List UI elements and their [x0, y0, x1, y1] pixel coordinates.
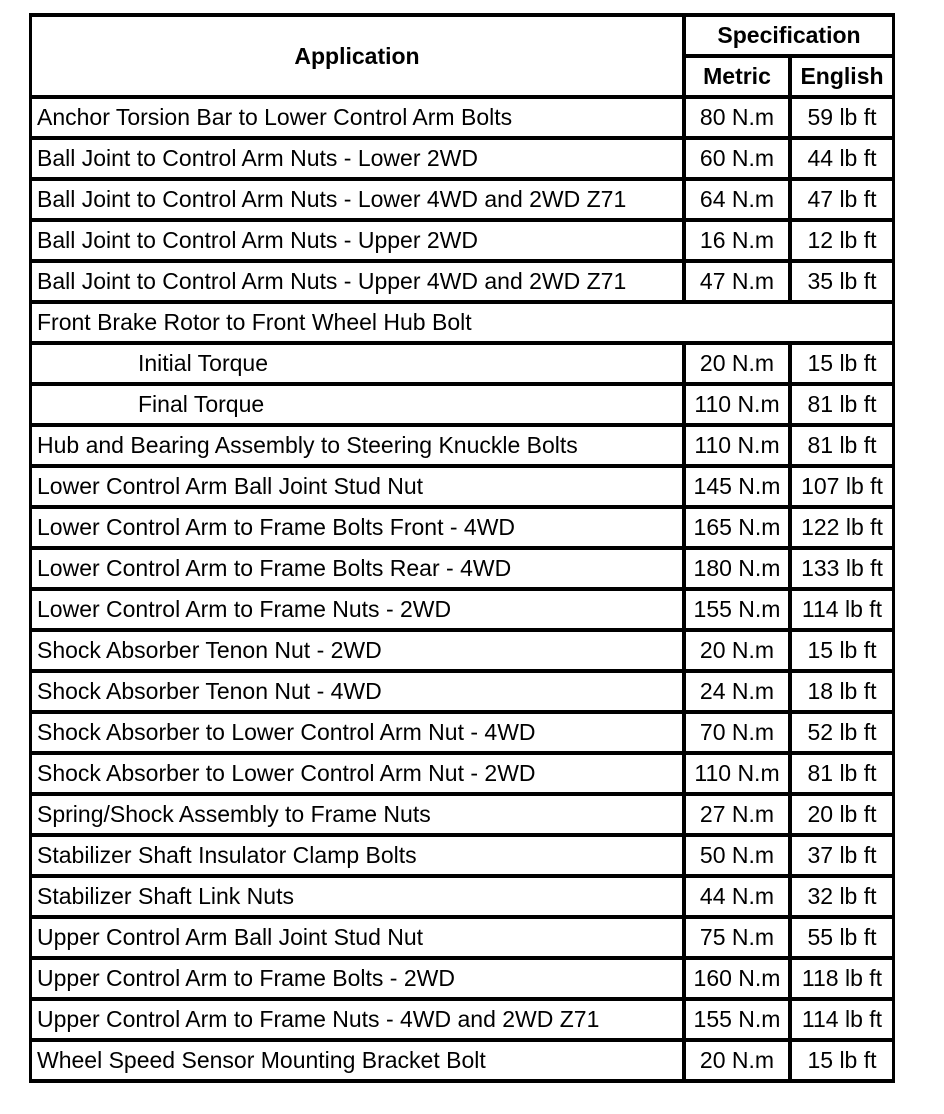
metric-cell: 70 N.m [684, 714, 790, 751]
english-cell: 118 lb ft [790, 960, 895, 997]
metric-cell: 110 N.m [684, 755, 790, 792]
torque-spec-table [29, 13, 895, 1083]
header-application: Application [29, 17, 684, 95]
header-english: English [790, 58, 895, 95]
application-cell: Shock Absorber to Lower Control Arm Nut - 2WD [29, 755, 684, 792]
metric-cell: 50 N.m [684, 837, 790, 874]
english-cell: 114 lb ft [790, 1001, 895, 1038]
table-row [29, 714, 895, 751]
english-cell: 44 lb ft [790, 140, 895, 177]
metric-cell: 16 N.m [684, 222, 790, 259]
application-cell: Wheel Speed Sensor Mounting Bracket Bolt [29, 1042, 684, 1079]
english-cell: 37 lb ft [790, 837, 895, 874]
metric-cell: 160 N.m [684, 960, 790, 997]
metric-cell: 60 N.m [684, 140, 790, 177]
table-row [29, 632, 895, 669]
application-cell: Stabilizer Shaft Insulator Clamp Bolts [29, 837, 684, 874]
header-specification: Specification [684, 17, 895, 54]
table-row [29, 673, 895, 710]
table-row [29, 796, 895, 833]
metric-cell: 64 N.m [684, 181, 790, 218]
application-cell: Lower Control Arm to Frame Nuts - 2WD [29, 591, 684, 628]
metric-cell: 165 N.m [684, 509, 790, 546]
table-row [29, 181, 895, 218]
application-cell: Shock Absorber Tenon Nut - 2WD [29, 632, 684, 669]
application-cell: Ball Joint to Control Arm Nuts - Upper 4WD and 2WD Z71 [29, 263, 684, 300]
english-cell: 133 lb ft [790, 550, 895, 587]
table-row [29, 222, 895, 259]
table-row [29, 1042, 895, 1079]
metric-cell: 47 N.m [684, 263, 790, 300]
table-row [29, 509, 895, 546]
table-row [29, 837, 895, 874]
table-row-group-heading [29, 304, 895, 341]
application-cell: Ball Joint to Control Arm Nuts - Lower 2WD [29, 140, 684, 177]
application-cell: Initial Torque [29, 345, 684, 382]
application-cell: Lower Control Arm to Frame Bolts Front - 4WD [29, 509, 684, 546]
application-cell: Stabilizer Shaft Link Nuts [29, 878, 684, 915]
metric-cell: 75 N.m [684, 919, 790, 956]
table-row [29, 386, 895, 423]
english-cell: 81 lb ft [790, 755, 895, 792]
application-cell: Upper Control Arm Ball Joint Stud Nut [29, 919, 684, 956]
table-row [29, 591, 895, 628]
metric-cell: 145 N.m [684, 468, 790, 505]
application-cell: Lower Control Arm to Frame Bolts Rear - 4WD [29, 550, 684, 587]
english-cell: 81 lb ft [790, 386, 895, 423]
table-row [29, 99, 895, 136]
metric-cell: 180 N.m [684, 550, 790, 587]
table-row [29, 1001, 895, 1038]
english-cell: 114 lb ft [790, 591, 895, 628]
metric-cell: 20 N.m [684, 1042, 790, 1079]
application-cell: Shock Absorber to Lower Control Arm Nut - 4WD [29, 714, 684, 751]
application-cell: Upper Control Arm to Frame Nuts - 4WD and 2WD Z71 [29, 1001, 684, 1038]
application-group-cell: Front Brake Rotor to Front Wheel Hub Bolt [29, 304, 895, 341]
table-row [29, 140, 895, 177]
application-cell: Ball Joint to Control Arm Nuts - Lower 4WD and 2WD Z71 [29, 181, 684, 218]
table-row [29, 550, 895, 587]
metric-cell: 110 N.m [684, 427, 790, 464]
metric-cell: 27 N.m [684, 796, 790, 833]
metric-cell: 44 N.m [684, 878, 790, 915]
english-cell: 47 lb ft [790, 181, 895, 218]
english-cell: 35 lb ft [790, 263, 895, 300]
english-cell: 59 lb ft [790, 99, 895, 136]
metric-cell: 155 N.m [684, 591, 790, 628]
english-cell: 12 lb ft [790, 222, 895, 259]
application-cell: Upper Control Arm to Frame Bolts - 2WD [29, 960, 684, 997]
english-cell: 20 lb ft [790, 796, 895, 833]
table-row [29, 468, 895, 505]
english-cell: 15 lb ft [790, 632, 895, 669]
english-cell: 18 lb ft [790, 673, 895, 710]
metric-cell: 24 N.m [684, 673, 790, 710]
english-cell: 122 lb ft [790, 509, 895, 546]
table-row [29, 919, 895, 956]
header-metric: Metric [684, 58, 790, 95]
english-cell: 107 lb ft [790, 468, 895, 505]
application-cell: Anchor Torsion Bar to Lower Control Arm Bolts [29, 99, 684, 136]
metric-cell: 110 N.m [684, 386, 790, 423]
english-cell: 32 lb ft [790, 878, 895, 915]
english-cell: 52 lb ft [790, 714, 895, 751]
application-cell: Shock Absorber Tenon Nut - 4WD [29, 673, 684, 710]
table-row [29, 263, 895, 300]
application-cell: Spring/Shock Assembly to Frame Nuts [29, 796, 684, 833]
application-cell: Final Torque [29, 386, 684, 423]
application-cell: Hub and Bearing Assembly to Steering Knuckle Bolts [29, 427, 684, 464]
metric-cell: 155 N.m [684, 1001, 790, 1038]
english-cell: 55 lb ft [790, 919, 895, 956]
table-row [29, 960, 895, 997]
english-cell: 15 lb ft [790, 345, 895, 382]
application-cell: Lower Control Arm Ball Joint Stud Nut [29, 468, 684, 505]
table-row [29, 878, 895, 915]
english-cell: 81 lb ft [790, 427, 895, 464]
table-row [29, 345, 895, 382]
table-row [29, 427, 895, 464]
metric-cell: 20 N.m [684, 345, 790, 382]
application-cell: Ball Joint to Control Arm Nuts - Upper 2WD [29, 222, 684, 259]
table-row [29, 755, 895, 792]
metric-cell: 80 N.m [684, 99, 790, 136]
metric-cell: 20 N.m [684, 632, 790, 669]
english-cell: 15 lb ft [790, 1042, 895, 1079]
